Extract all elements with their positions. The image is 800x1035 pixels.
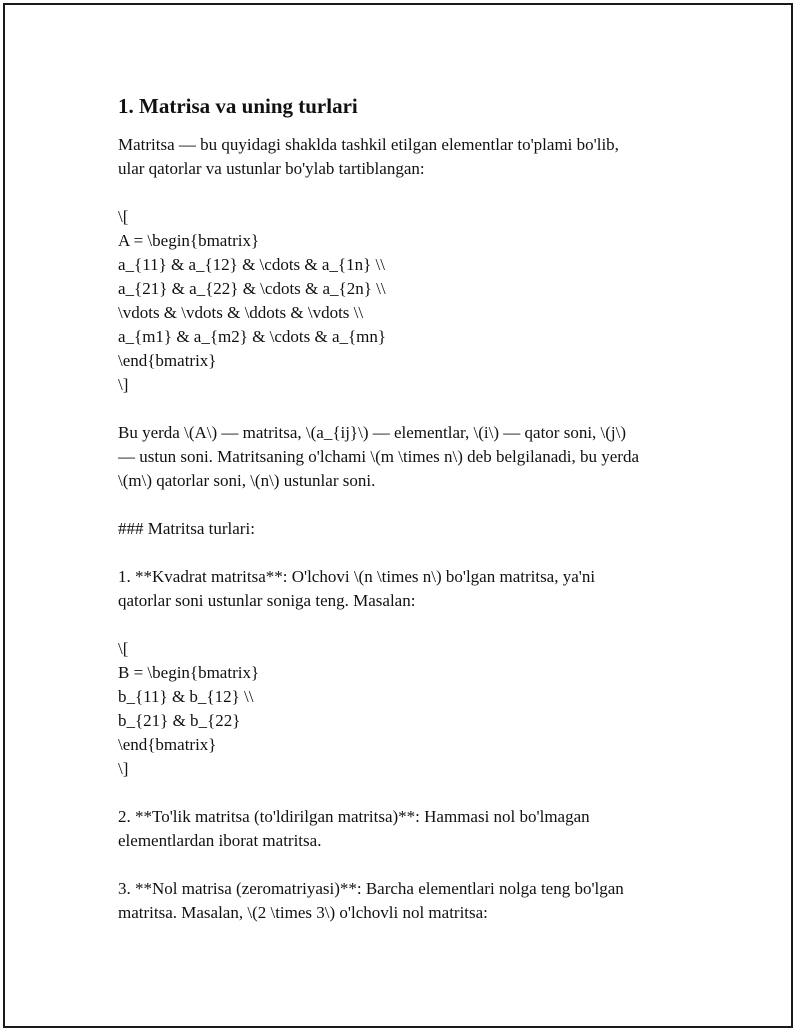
type-1-paragraph: 1. **Kvadrat matritsa**: O'lchovi \(n \times n\) bo'lgan matritsa, ya'ni qatorlar soni ustunlar soniga teng. Masalan: — [118, 567, 596, 610]
types-heading: ### Matritsa turlari: — [118, 519, 255, 538]
matrix-b-latex: \[ B = \begin{bmatrix} b_{11} & b_{12} \\ b_{21} & b_{22} \end{bmatrix} \] — [118, 639, 260, 778]
section-heading: 1. Matrisa va uning turlari — [118, 94, 358, 118]
document-body — [118, 93, 698, 949]
matrix-a-latex: \[ A = \begin{bmatrix} a_{11} & a_{12} & \cdots & a_{1n} \\ a_{21} & a_{22} & \cdots & a_{2n} \\ \vdots & \vdots & \ddots & \vdots \\ a_{m1} & a_{m2} & \cdots & a_{mn} \end{bmatrix} \] — [118, 207, 387, 394]
type-3-paragraph: 3. **Nol matrisa (zeromatriyasi)**: Barcha elementlari nolga teng bo'lgan matritsa. Masalan, \(2 \times 3\) o'lchovli nol matritsa: — [118, 879, 624, 922]
type-2-paragraph: 2. **To'lik matritsa (to'ldirilgan matritsa)**: Hammasi nol bo'lmagan elementlardan iborat matritsa. — [118, 807, 590, 850]
intro-paragraph: Matritsa — bu quyidagi shakldа tashkil etilgan elementlar to'plami bo'lib, ular qatorlar va ustunlar bo'ylab tartiblangan: — [118, 135, 619, 178]
explanation-paragraph: Bu yerda \(A\) — matritsa, \(a_{ij}\) — elementlar, \(i\) — qator soni, \(j\) — ustun soni. Matritsaning o'lchami \(m \times n\) deb belgilanadi, bu yerda \(m\) qatorlar soni, \(n\) ustunlar soni. — [118, 423, 639, 490]
